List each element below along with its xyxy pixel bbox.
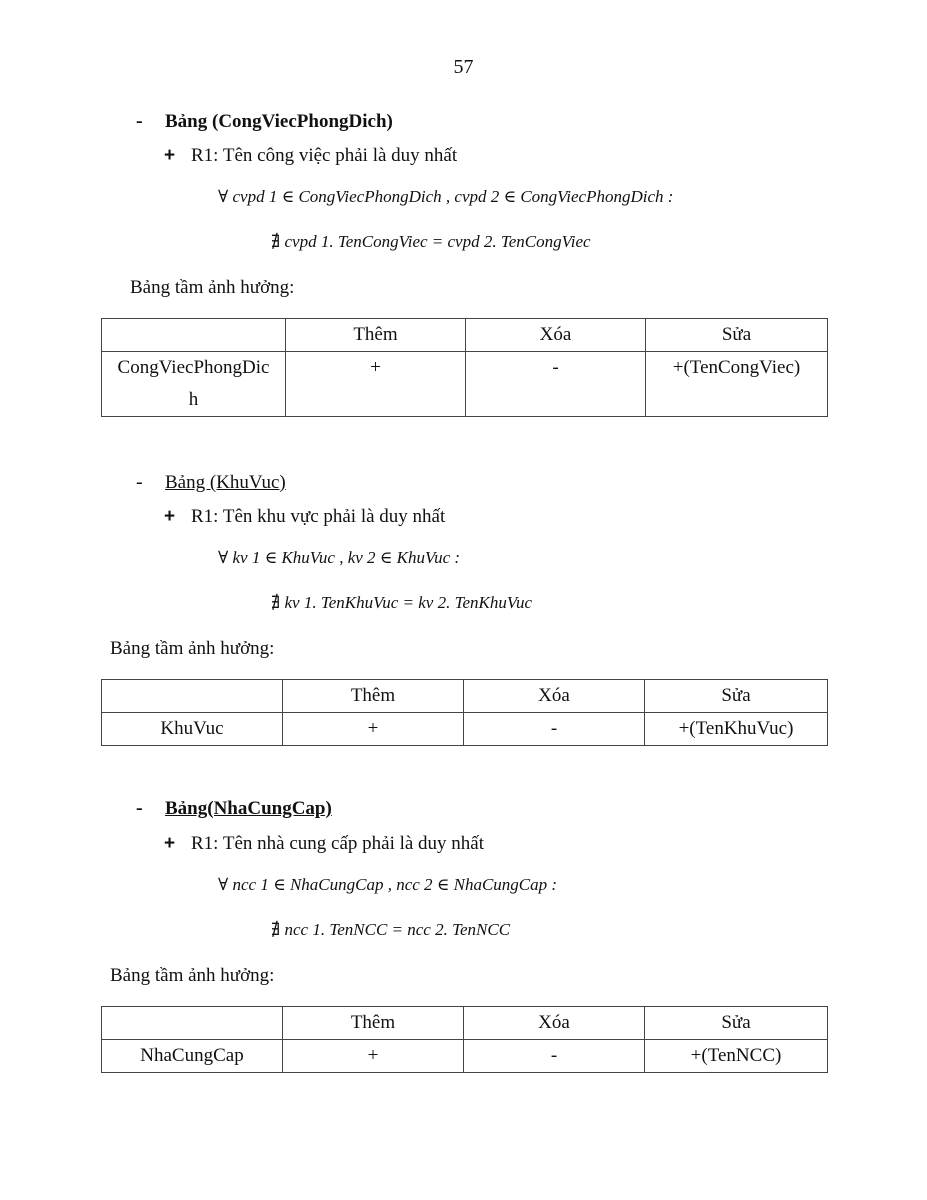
math-expression: ncc 1 ∈ NhaCungCap , ncc 2 ∈ NhaCungCap : xyxy=(232,875,558,894)
table-cell: - xyxy=(464,1040,645,1073)
table-header-cell: Xóa xyxy=(466,319,646,352)
table-header-cell: Thêm xyxy=(283,680,464,713)
forall-symbol: ∀ xyxy=(218,548,229,567)
table-header-cell: Xóa xyxy=(464,680,645,713)
table-row-name: NhaCungCap xyxy=(102,1040,283,1073)
math-not-exists-line xyxy=(271,920,510,940)
math-expression: cvpd 1 ∈ CongViecPhongDich , cvpd 2 ∈ CongViecPhongDich : xyxy=(232,187,674,206)
page-number: 57 xyxy=(453,56,474,78)
row-name-line: CongViecPhongDic xyxy=(117,357,270,378)
table-cell: + xyxy=(286,352,466,417)
math-expression: ncc 1. TenNCC = ncc 2. TenNCC xyxy=(284,920,511,939)
forall-symbol: ∀ xyxy=(218,187,229,206)
table-header-cell: Thêm xyxy=(283,1007,464,1040)
math-not-exists-line xyxy=(271,232,591,252)
table-header-cell xyxy=(102,319,286,352)
table-cell: + xyxy=(283,1040,464,1073)
rule-text: R1: Tên khu vực phải là duy nhất xyxy=(191,506,446,527)
table-cell: +(TenNCC) xyxy=(645,1040,828,1073)
rule-bullet: + xyxy=(164,506,176,527)
impact-table-label: Bảng tầm ảnh hưởng: xyxy=(110,965,275,986)
table-header-row xyxy=(102,1007,828,1040)
impact-table xyxy=(101,318,828,417)
not-exists-symbol: ∄ xyxy=(271,593,281,612)
table-header-cell: Thêm xyxy=(286,319,466,352)
table-row-name: KhuVuc xyxy=(102,713,283,746)
impact-table-label: Bảng tầm ảnh hưởng: xyxy=(130,277,295,298)
section-dash: - xyxy=(136,471,143,493)
impact-table xyxy=(101,1006,828,1073)
table-cell: - xyxy=(464,713,645,746)
row-name-line: h xyxy=(188,389,199,410)
forall-symbol: ∀ xyxy=(218,875,229,894)
rule-text: R1: Tên công việc phải là duy nhất xyxy=(191,145,458,166)
section-heading: Bảng(NhaCungCap) xyxy=(165,798,332,819)
table-header-cell: Sửa xyxy=(645,680,828,713)
not-exists-symbol: ∄ xyxy=(271,920,281,939)
impact-table-label: Bảng tầm ảnh hưởng: xyxy=(110,638,275,659)
section-heading: Bảng (KhuVuc) xyxy=(165,472,286,493)
table-header-cell xyxy=(102,680,283,713)
table-cell: + xyxy=(283,713,464,746)
math-forall-line xyxy=(218,875,557,895)
math-expression: kv 1 ∈ KhuVuc , kv 2 ∈ KhuVuc : xyxy=(232,548,461,567)
table-header-row xyxy=(102,319,828,352)
rule-text: R1: Tên nhà cung cấp phải là duy nhất xyxy=(191,833,485,854)
table-header-cell xyxy=(102,1007,283,1040)
table-row xyxy=(102,1040,828,1073)
table-header-cell: Sửa xyxy=(646,319,828,352)
table-cell: +(TenKhuVuc) xyxy=(645,713,828,746)
impact-table xyxy=(101,679,828,746)
table-row-name xyxy=(102,352,286,417)
table-cell: +(TenCongViec) xyxy=(646,352,828,417)
math-not-exists-line xyxy=(271,593,532,613)
section-dash: - xyxy=(136,797,143,819)
not-exists-symbol: ∄ xyxy=(271,232,281,251)
table-header-row xyxy=(102,680,828,713)
rule-bullet: + xyxy=(164,145,176,166)
math-expression: kv 1. TenKhuVuc = kv 2. TenKhuVuc xyxy=(284,593,533,612)
section-heading: Bảng (CongViecPhongDich) xyxy=(165,111,393,132)
section-dash: - xyxy=(136,110,143,132)
rule-bullet: + xyxy=(164,833,176,854)
math-forall-line xyxy=(218,548,460,568)
table-header-cell: Xóa xyxy=(464,1007,645,1040)
math-forall-line xyxy=(218,187,673,207)
math-expression: cvpd 1. TenCongViec = cvpd 2. TenCongViec xyxy=(284,232,591,251)
table-header-cell: Sửa xyxy=(645,1007,828,1040)
table-row xyxy=(102,713,828,746)
table-cell: - xyxy=(466,352,646,417)
table-row xyxy=(102,352,828,417)
